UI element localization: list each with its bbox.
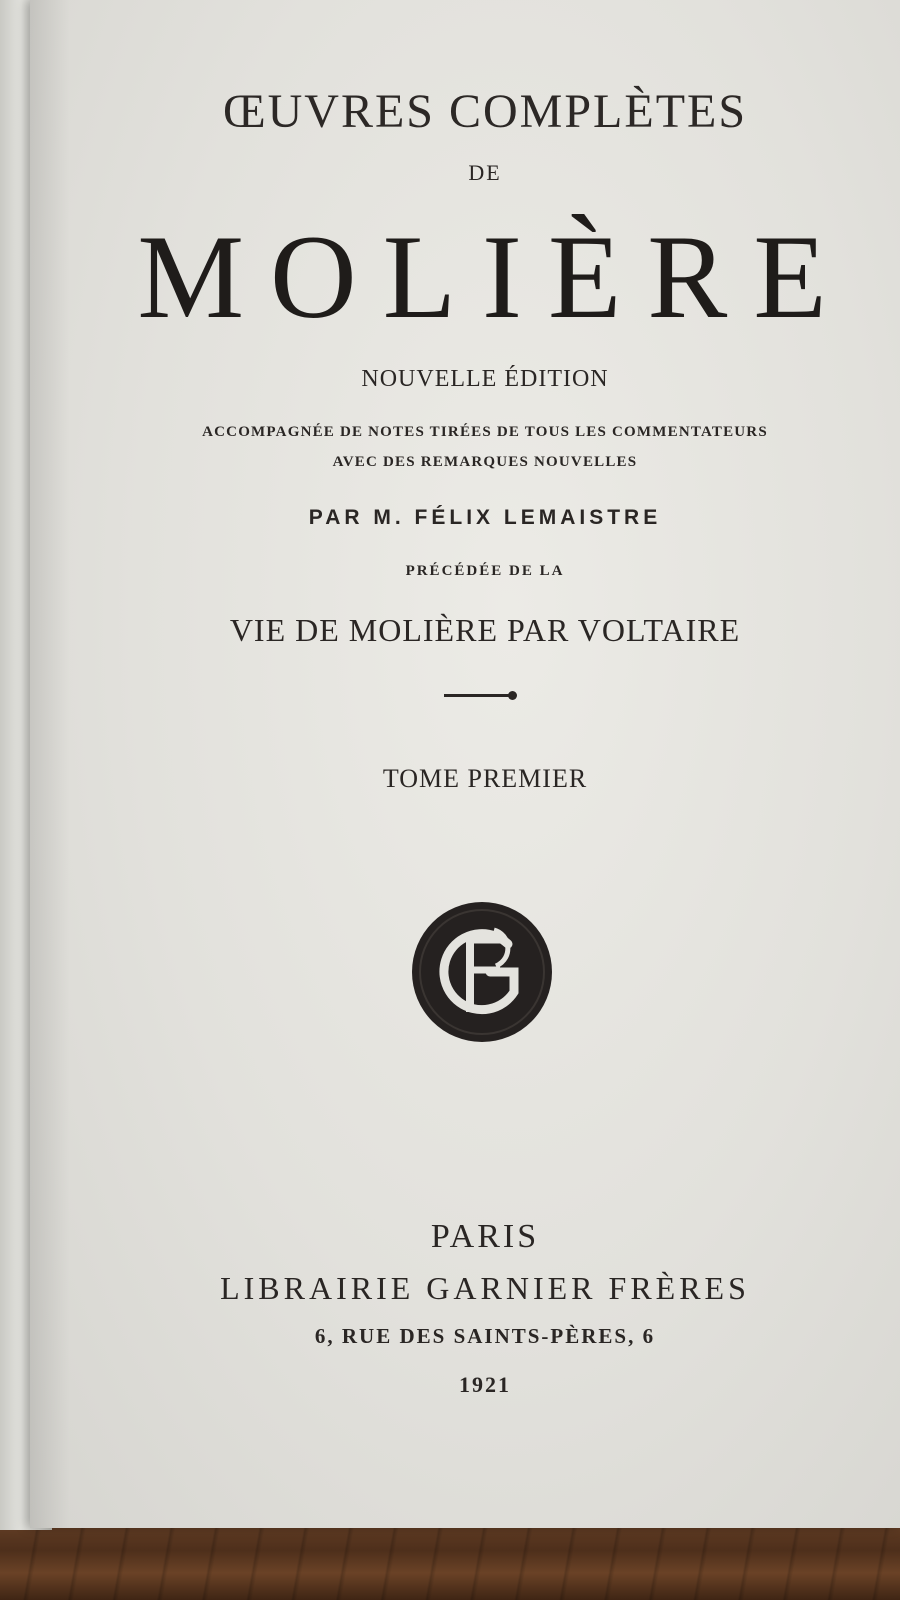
editor-credit: PAR M. FÉLIX LEMAISTRE xyxy=(308,506,662,529)
notes-line-1: ACCOMPAGNÉE DE NOTES TIRÉES DE TOUS LES COMMENTATEURS xyxy=(202,424,768,440)
notes-line-2: AVEC DES REMARQUES NOUVELLES xyxy=(332,454,638,470)
volume-label: TOME PREMIER xyxy=(382,764,588,793)
author-name: MOLIÈRE xyxy=(137,210,853,343)
ornamental-rule-dot xyxy=(508,691,517,700)
imprint-year: 1921 xyxy=(459,1372,511,1397)
publisher-monogram-icon xyxy=(410,900,554,1044)
ornamental-rule xyxy=(444,694,510,697)
imprint-publisher: LIBRAIRIE GARNIER FRÈRES xyxy=(220,1270,750,1306)
title-de: DE xyxy=(468,160,502,185)
imprint-city: PARIS xyxy=(430,1218,540,1255)
series-title: ŒUVRES COMPLÈTES xyxy=(222,85,748,138)
life-of-moliere: VIE DE MOLIÈRE PAR VOLTAIRE xyxy=(229,612,741,648)
edition-label: NOUVELLE ÉDITION xyxy=(361,366,609,392)
title-page xyxy=(30,0,900,1528)
imprint-address: 6, RUE DES SAINTS-PÈRES, 6 xyxy=(314,1324,656,1348)
preceded-by: PRÉCÉDÉE DE LA xyxy=(405,563,565,579)
